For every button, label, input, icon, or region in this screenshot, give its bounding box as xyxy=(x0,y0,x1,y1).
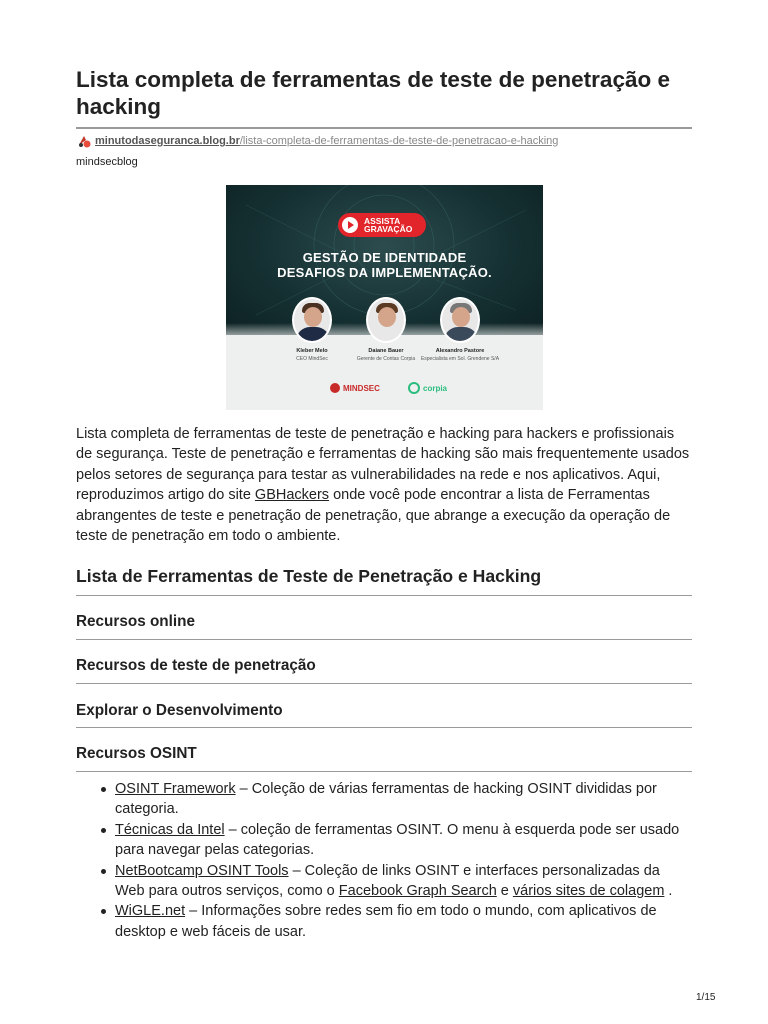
list-item-text: – Informações sobre redes sem fio em todo o mundo, com aplicativos de desktop e web fáceis de usar. xyxy=(115,903,657,940)
speaker-role: Gerente de Contas Corpia xyxy=(356,356,416,362)
netbootcamp-link[interactable]: NetBootcamp OSINT Tools xyxy=(115,862,289,879)
intro-paragraph xyxy=(76,424,692,546)
subsection-divider xyxy=(76,639,692,640)
page-title: Lista completa de ferramentas de teste de penetração e hacking xyxy=(76,67,670,119)
source-path-link[interactable]: /lista-completa-de-ferramentas-de-teste-de-penetracao-e-hacking xyxy=(239,135,559,147)
tecnicas-intel-link[interactable]: Técnicas da Intel xyxy=(115,821,225,838)
subsection-divider xyxy=(76,727,692,728)
corpia-logo xyxy=(408,382,447,394)
gbhackers-link[interactable]: GBHackers xyxy=(254,487,330,504)
mindsec-logo xyxy=(330,383,380,393)
list-item xyxy=(115,820,692,861)
speaker-avatar xyxy=(292,297,332,343)
paste-sites-link[interactable]: vários sites de colagem xyxy=(512,883,665,900)
list-item xyxy=(115,861,692,902)
corpia-logo-text: corpia xyxy=(423,383,448,393)
speaker-name: Alexandro Pastore xyxy=(435,348,485,354)
osint-list xyxy=(115,779,692,942)
corpia-logo-icon xyxy=(408,382,420,394)
list-item xyxy=(115,779,692,820)
list-item-text: – coleção de ferramentas OSINT. O menu à esquerda pode ser usado para navegar pelas categorias. xyxy=(115,821,680,859)
list-item-text: – Coleção de links OSINT e interfaces personalizadas da Web para outros serviços, como o xyxy=(115,862,660,900)
section-heading: Lista de Ferramentas de Teste de Penetração e Hacking xyxy=(76,566,542,586)
subsection-explorar: Explorar o Desenvolvimento xyxy=(76,702,283,719)
intro-text-after: onde você pode encontrar a lista de Ferramentas abrangentes de teste e penetração de penetração, que abrange a execução da operação de teste de penetração em todo o ambiente. xyxy=(76,487,671,545)
headline-line-1: GESTÃO DE IDENTIDADE xyxy=(302,250,467,265)
speaker-1 xyxy=(272,297,352,362)
speaker-role: CEO MindSec xyxy=(296,356,328,362)
speaker-2 xyxy=(346,297,426,362)
mindsec-logo-text: MINDSEC xyxy=(343,383,380,393)
banner-headline xyxy=(226,250,543,280)
subsection-recursos-teste: Recursos de teste de penetração xyxy=(76,657,316,674)
subsection-recursos-osint: Recursos OSINT xyxy=(76,745,197,762)
badge-text xyxy=(364,217,412,234)
speaker-name: Daiane Bauer xyxy=(368,348,404,354)
speaker-avatar xyxy=(366,297,406,343)
title-divider xyxy=(76,127,692,129)
section-divider xyxy=(76,595,692,596)
mindsec-logo-icon xyxy=(330,383,340,393)
page-number: 1/15 xyxy=(696,992,716,1003)
facebook-graph-search-link[interactable]: Facebook Graph Search xyxy=(338,883,497,900)
blog-favicon-icon xyxy=(76,133,92,149)
list-item-text: . xyxy=(664,883,673,900)
subsection-divider xyxy=(76,683,692,684)
badge-line-2: GRAVAÇÃO xyxy=(364,224,413,234)
author-name: mindsecblog xyxy=(76,156,138,168)
speaker-3 xyxy=(420,297,500,362)
play-icon xyxy=(342,217,358,233)
list-item xyxy=(115,901,692,942)
webinar-banner-image xyxy=(226,185,543,410)
list-item-text: – Coleção de várias ferramentas de hacking OSINT divididas por categoria. xyxy=(115,781,657,818)
list-item-text: e xyxy=(496,883,513,900)
watch-recording-badge xyxy=(338,213,426,237)
speaker-avatar xyxy=(440,297,480,343)
osint-framework-link[interactable]: OSINT Framework xyxy=(115,781,236,797)
badge-line-1: ASSISTA xyxy=(364,215,401,226)
subsection-recursos-online: Recursos online xyxy=(76,613,196,630)
speaker-role: Especialista em Sol. Grendene S/A xyxy=(420,356,500,362)
source-line xyxy=(76,132,558,150)
subsection-divider xyxy=(76,771,692,772)
headline-line-2: DESAFIOS DA IMPLEMENTAÇÃO. xyxy=(277,265,492,280)
wigle-link[interactable]: WiGLE.net xyxy=(115,903,186,920)
source-domain-link[interactable]: minutodaseguranca.blog.br xyxy=(95,135,240,147)
intro-text-before: Lista completa de ferramentas de teste de penetração e hacking para hackers e profissionais de segurança. Teste de penetração e ferramentas de hacking são mais frequentemente usados pelos setores de segurança para testar as vulnerabilidades na rede e nos aplicativos. Aqui, reproduzimos artigo do site xyxy=(76,426,690,504)
speaker-name: Kleber Melo xyxy=(296,348,328,354)
